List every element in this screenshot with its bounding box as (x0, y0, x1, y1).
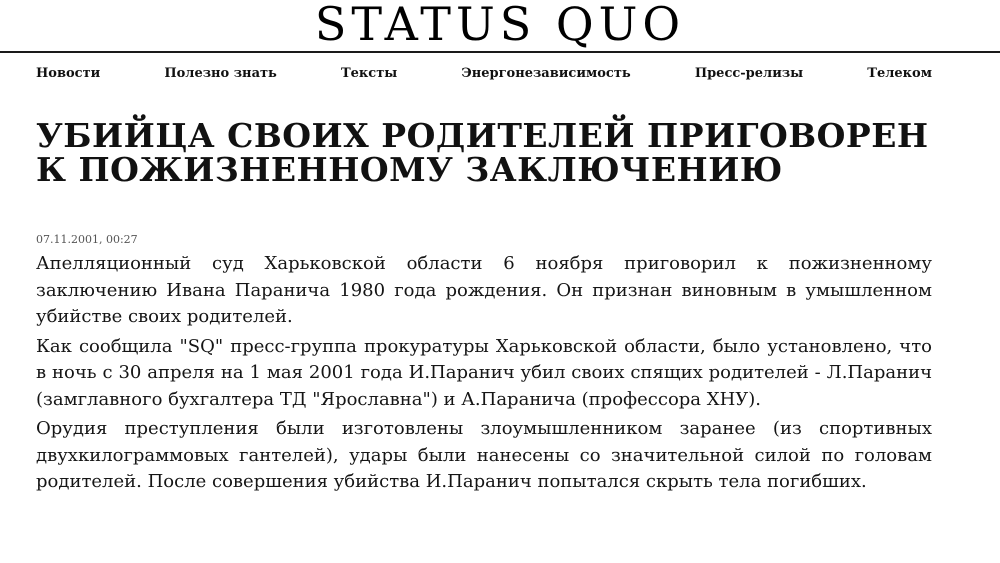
nav-item-texts[interactable]: Тексты (340, 66, 398, 81)
article-headline: УБИЙЦА СВОИХ РОДИТЕЛЕЙ ПРИГОВОРЕН К ПОЖИЗНЕННОМУ ЗАКЛЮЧЕНИЮ (36, 116, 929, 189)
nav-item-press-releases[interactable]: Пресс-релизы (694, 66, 804, 81)
site-logo[interactable]: STATUS QUO (314, 0, 686, 51)
article-paragraph: Как сообщила "SQ" пресс-группа прокуратуры Харьковской области, было установлено, что в ночь с 30 апреля на 1 мая 2001 года И.Паранич убил своих спящих родителей - Л.Паранич (замглавного бухгалтера ТД "Ярославна") и А.Паранича (профессора ХНУ). (36, 335, 932, 410)
nav-item-news[interactable]: Новости (36, 66, 101, 81)
article-body (36, 251, 932, 499)
header-divider (0, 51, 1000, 53)
nav-item-energy-independence[interactable]: Энергонезависимость (461, 66, 631, 81)
article-paragraph: Апелляционный суд Харьковской области 6 ноября приговорил к пожизненному заключению Ивана Паранича 1980 года рождения. Он признан виновным в умышленном убийстве своих родителей. (36, 253, 932, 327)
main-nav (36, 66, 932, 81)
nav-item-useful[interactable]: Полезно знать (164, 66, 277, 81)
nav-item-telecom[interactable]: Телеком (867, 66, 932, 81)
article-paragraph: Орудия преступления были изготовлены злоумышленником заранее (из спортивных двухкилограммовых гантелей), удары были нанесены со значительной силой по головам родителей. После совершения убийства И.Паранич попытался скрыть тела погибших. (36, 418, 932, 492)
article-timestamp: 07.11.2001, 00:27 (36, 233, 138, 246)
